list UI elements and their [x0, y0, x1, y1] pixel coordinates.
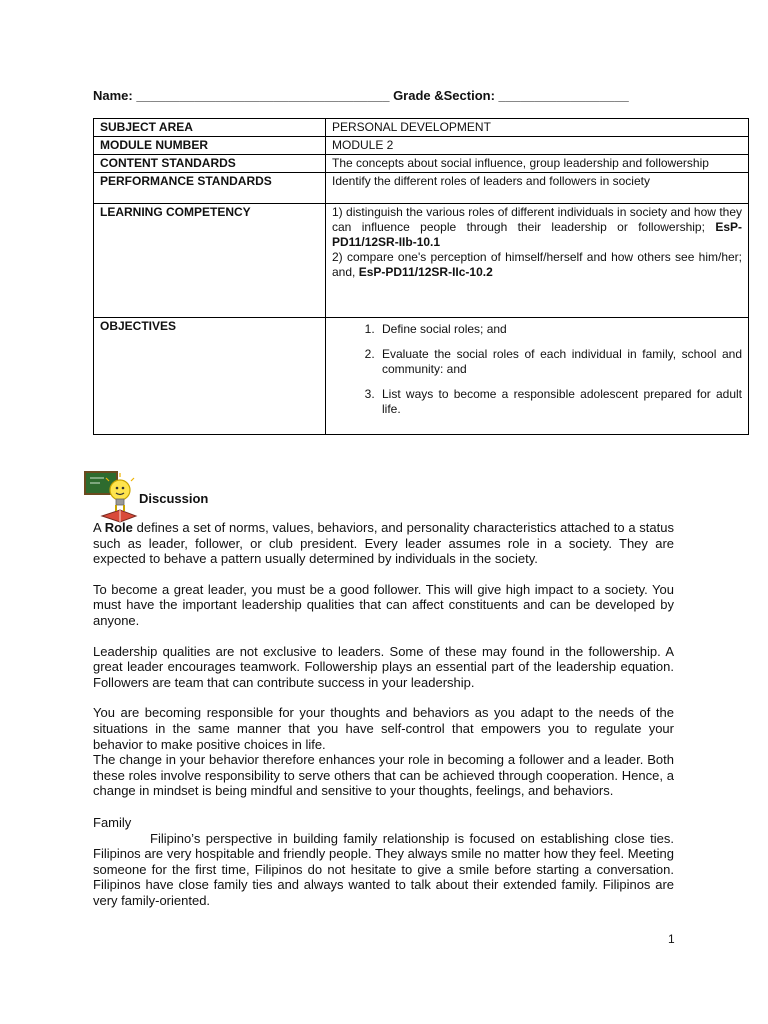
table-row — [94, 318, 749, 435]
paragraph-qualities: Leadership qualities are not exclusive to leaders. Some of these may found in the followership. A great leader encourages teamwork. Followership plays an essential part of the leadership equation. Followers are team that can contribute success in your leadership. — [93, 643, 674, 690]
competency-1 — [332, 205, 742, 250]
competency-2-text: 2) compare one's perception of himself/herself and how others see him/her; and, — [332, 250, 742, 279]
table-row — [94, 155, 749, 173]
name-grade-line — [93, 88, 753, 103]
grade-section-blank: __________________ — [498, 88, 629, 103]
subject-area-label: SUBJECT AREA — [94, 119, 326, 137]
learning-competency-label: LEARNING COMPETENCY — [94, 204, 326, 318]
paragraph-leader: To become a great leader, you must be a good follower. This will give high impact to a society. You must have the important leadership qualities that can affect constituents and can be developed by anyone. — [93, 581, 674, 628]
objective-item: 3. List ways to become a responsible adolescent prepared for adult life. — [378, 387, 742, 417]
paragraph-change: The change in your behavior therefore enhances your role in becoming a follower and a leader. Both these roles involve responsibility to serve others that can be achieved through cooperation. Hence, a change in mindset is being mindful and sensitive to your thoughts, feelings, and behaviors. — [93, 752, 674, 799]
lightbulb-chalkboard-icon — [82, 468, 138, 528]
paragraph-family: Filipino’s perspective in building family relationship is focused on establishing close ties. Filipinos are very hospitable and friendly people. They always smile no matter how they feel. Meeting someone for the first time, Filipinos do not hesitate to give a smile before starting a conversation. Filipinos have close family ties and always wanted to talk about their extended family. Filipinos are very family-oriented. — [93, 830, 674, 908]
objectives-label: OBJECTIVES — [94, 318, 326, 435]
family-heading: Family — [93, 814, 132, 830]
table-row — [94, 137, 749, 155]
content-standards-label: CONTENT STANDARDS — [94, 155, 326, 173]
discussion-heading — [82, 468, 282, 524]
objectives-value — [326, 318, 749, 435]
objectives-list — [332, 322, 742, 417]
name-label: Name: — [93, 88, 133, 103]
role-term: Role — [104, 520, 133, 535]
performance-standards-value: Identify the different roles of leaders and followers in society — [326, 173, 749, 204]
learning-competency-value — [326, 204, 749, 318]
name-blank: ___________________________________ — [136, 88, 390, 103]
paragraph-role-pre: A — [93, 520, 105, 535]
discussion-body — [93, 520, 674, 908]
module-number-value: MODULE 2 — [326, 137, 749, 155]
competency-2 — [332, 250, 742, 280]
competency-1-text: 1) distinguish the various roles of different individuals in society and how they can influence people through their leadership or followership; — [332, 205, 742, 234]
discussion-label: Discussion — [139, 491, 209, 506]
page-number: 1 — [668, 932, 675, 946]
table-row — [94, 119, 749, 137]
performance-standards-label: PERFORMANCE STANDARDS — [94, 173, 326, 204]
table-row — [94, 204, 749, 318]
module-number-label: MODULE NUMBER — [94, 137, 326, 155]
content-standards-value: The concepts about social influence, group leadership and followership — [326, 155, 749, 173]
objective-item: 1. Define social roles; and — [378, 322, 742, 337]
paragraph-role — [93, 520, 674, 567]
table-row — [94, 173, 749, 204]
objective-item: 2. Evaluate the social roles of each individual in family, school and community: and — [378, 347, 742, 377]
paragraph-role-post: defines a set of norms, values, behaviors, and personality characteristics attached to a status such as leader, follower, or club president. Every leader assumes role in a society. They are expected to behave a pattern usually determined by individuals in the society. — [93, 520, 674, 567]
paragraph-responsible: You are becoming responsible for your thoughts and behaviors as you adapt to the needs of the situations in the same manner that you have self-control that empowers you to regulate your behavior to make positive choices in life. — [93, 705, 674, 752]
grade-section-label: Grade &Section: — [393, 88, 495, 103]
module-info-table — [93, 118, 749, 435]
competency-2-code: EsP-PD11/12SR-IIc-10.2 — [358, 265, 493, 279]
competency-1-code: EsP-PD11/12SR-IIb-10.1 — [332, 220, 742, 249]
subject-area-value: PERSONAL DEVELOPMENT — [326, 119, 749, 137]
